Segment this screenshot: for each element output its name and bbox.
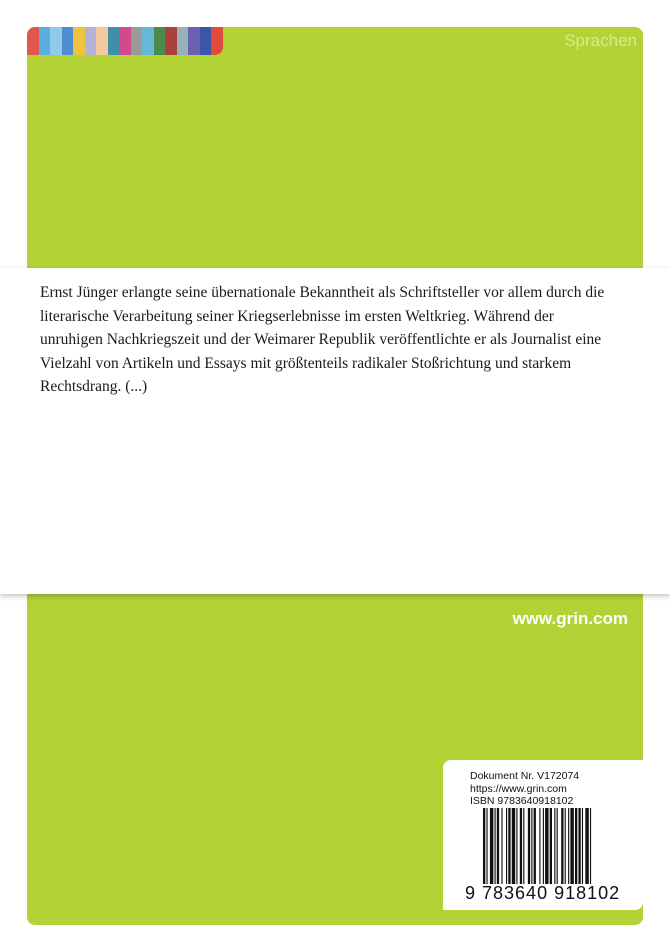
barcode-bar <box>565 808 566 884</box>
barcode-bar <box>545 808 548 884</box>
document-number: Dokument Nr. V172074 <box>470 770 580 782</box>
language-label: Sprachen <box>564 31 637 50</box>
color-stripe <box>62 27 74 55</box>
color-stripe <box>211 27 223 55</box>
barcode-bar <box>490 808 493 884</box>
color-stripe <box>131 27 143 55</box>
book-blurb: Ernst Jünger erlangte seine übernationale Bekanntheit als Schriftsteller vor allem durch die literarische Verarbeitung seiner Kriegserlebnisse im ersten Weltkrieg. Während der unruhigen Nachkriegszeit und der Weimarer Republik veröffentlichte er als Journalist eine Vielzahl von Artikeln und Essays mit größtenteils radikaler Stoßrichtung und starkem Rechtsdrang. (...) <box>40 284 605 395</box>
color-stripe <box>27 27 39 55</box>
barcode-bar <box>550 808 552 884</box>
barcode-bar <box>543 808 544 884</box>
barcode-bar <box>561 808 563 884</box>
barcode-bar <box>506 808 507 884</box>
color-stripe <box>96 27 108 55</box>
color-stripe <box>73 27 85 55</box>
barcode-bar <box>557 808 558 884</box>
color-stripe <box>108 27 120 55</box>
color-stripe <box>200 27 212 55</box>
barcode-bar <box>497 808 499 884</box>
color-stripe-bar <box>27 27 223 55</box>
barcode-bar <box>578 808 580 884</box>
barcode-bar <box>534 808 536 884</box>
barcode-bar <box>501 808 502 884</box>
barcode-bar <box>531 808 532 884</box>
color-stripe <box>165 27 177 55</box>
barcode-bar <box>520 808 522 884</box>
barcode-digits: 9 783640 918102 <box>465 883 621 903</box>
barcode-bar <box>486 808 487 884</box>
color-stripe <box>177 27 189 55</box>
barcode-bar <box>585 808 588 884</box>
barcode-bar <box>582 808 583 884</box>
barcode-bar <box>590 808 591 884</box>
barcode-bar <box>570 808 573 884</box>
barcode-bar <box>512 808 515 884</box>
color-stripe <box>85 27 97 55</box>
color-stripe <box>119 27 131 55</box>
barcode-bar <box>539 808 540 884</box>
isbn-line: ISBN 9783640918102 <box>470 795 574 807</box>
barcode-bar <box>495 808 496 884</box>
barcode-bar <box>528 808 530 884</box>
color-stripe <box>50 27 62 55</box>
barcode-bar <box>516 808 517 884</box>
isbn-barcode <box>482 808 627 884</box>
color-stripe <box>142 27 154 55</box>
color-stripe <box>188 27 200 55</box>
color-stripe <box>154 27 166 55</box>
barcode-bar <box>554 808 555 884</box>
document-info <box>470 770 579 808</box>
document-url: https://www.grin.com <box>470 782 567 795</box>
barcode-bar <box>483 808 485 884</box>
color-stripe <box>39 27 51 55</box>
barcode-bar <box>575 808 577 884</box>
barcode-bar <box>508 808 510 884</box>
publisher-url[interactable]: www.grin.com <box>512 609 628 628</box>
barcode-bar <box>523 808 524 884</box>
barcode-bar <box>568 808 569 884</box>
